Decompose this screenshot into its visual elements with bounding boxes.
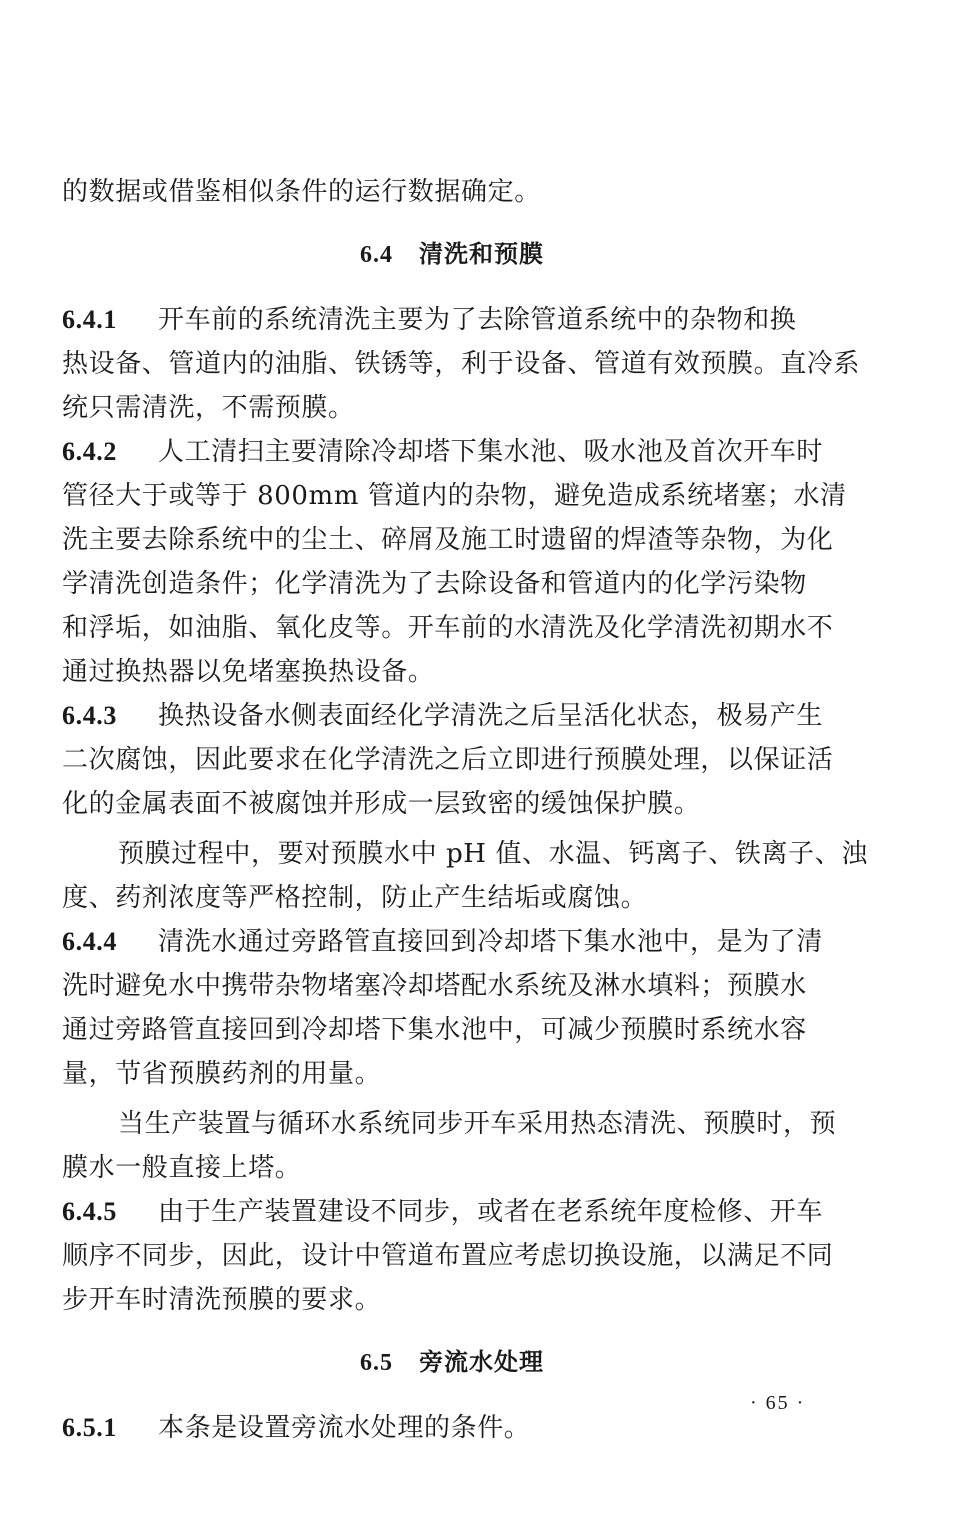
clause-number: 6.5.1 [62,1413,117,1442]
clause-6-4-2 [62,430,847,694]
section-heading-6-5 [62,1340,842,1384]
clause-text-line: 开车前的系统清洗主要为了去除管道系统中的杂物和换 [158,305,797,335]
paragraph-line: 膜水一般直接上塔。 [62,1153,302,1183]
clause-text-line: 和浮垢，如油脂、氧化皮等。开车前的水清洗及化学清洗初期水不 [62,613,834,643]
clause-text-line: 管径大于或等于 800mm 管道内的杂物，避免造成系统堵塞；水清 [62,481,847,511]
paragraph-line: 度、药剂浓度等严格控制，防止产生结垢或腐蚀。 [62,883,648,913]
page-number: · 65 · [750,1392,806,1414]
paragraph-line: 当生产装置与循环水系统同步开车采用热态清洗、预膜时，预 [118,1109,837,1139]
clause-text-line: 洗时避免水中携带杂物堵塞冷却塔配水系统及淋水填料；预膜水 [62,971,807,1001]
clause-text-line: 二次腐蚀，因此要求在化学清洗之后立即进行预膜处理，以保证活 [62,745,834,775]
clause-text-line: 量，节省预膜药剂的用量。 [62,1059,382,1089]
section-title: 清洗和预膜 [419,240,544,268]
clause-6-4-3 [62,694,868,920]
clause-6-4-4 [62,920,842,1190]
clause-6-5-1 [62,1406,842,1450]
clause-6-4-1 [62,298,861,430]
clause-number: 6.4.1 [62,305,117,334]
clause-text-line: 步开车时清洗预膜的要求。 [62,1285,382,1315]
clause-text-line: 洗主要去除系统中的尘土、碎屑及施工时遗留的焊渣等杂物，为化 [62,525,834,555]
clause-text-line: 通过旁路管直接回到冷却塔下集水池中，可减少预膜时系统水容 [62,1015,807,1045]
clause-text-line: 顺序不同步，因此，设计中管道布置应考虑切换设施，以满足不同 [62,1241,834,1271]
section-title: 旁流水处理 [419,1348,544,1376]
clause-number: 6.4.2 [62,437,117,466]
clause-text-line: 由于生产装置建设不同步，或者在老系统年度检修、开车 [158,1197,824,1227]
clause-number: 6.4.5 [62,1197,117,1226]
clause-text-line: 热设备、管道内的油脂、铁锈等，利于设备、管道有效预膜。直冷系 [62,349,861,379]
clause-text-line: 通过换热器以免堵塞换热设备。 [62,657,435,687]
clause-text-line: 本条是设置旁流水处理的条件。 [158,1413,531,1443]
section-number: 6.4 [360,242,393,268]
clause-number: 6.4.4 [62,927,117,956]
paragraph-line: 预膜过程中，要对预膜水中 pH 值、水温、钙离子、铁离子、浊 [118,839,868,869]
section-heading-6-4 [62,232,842,276]
clause-text-line: 学清洗创造条件；化学清洗为了去除设备和管道内的化学污染物 [62,569,807,599]
clause-text-line: 人工清扫主要清除冷却塔下集水池、吸水池及首次开车时 [158,437,824,467]
section-number: 6.5 [360,1350,393,1376]
clause-text-line: 换热设备水侧表面经化学清洗之后呈活化状态，极易产生 [158,701,824,731]
intro-line: 的数据或借鉴相似条件的运行数据确定。 [62,177,541,207]
clause-number: 6.4.3 [62,701,117,730]
page-body [62,170,868,1450]
clause-text-line: 化的金属表面不被腐蚀并形成一层致密的缓蚀保护膜。 [62,789,701,819]
clause-6-4-5 [62,1190,842,1322]
clause-text-line: 统只需清洗，不需预膜。 [62,393,355,423]
clause-text-line: 清洗水通过旁路管直接回到冷却塔下集水池中，是为了清 [158,927,824,957]
